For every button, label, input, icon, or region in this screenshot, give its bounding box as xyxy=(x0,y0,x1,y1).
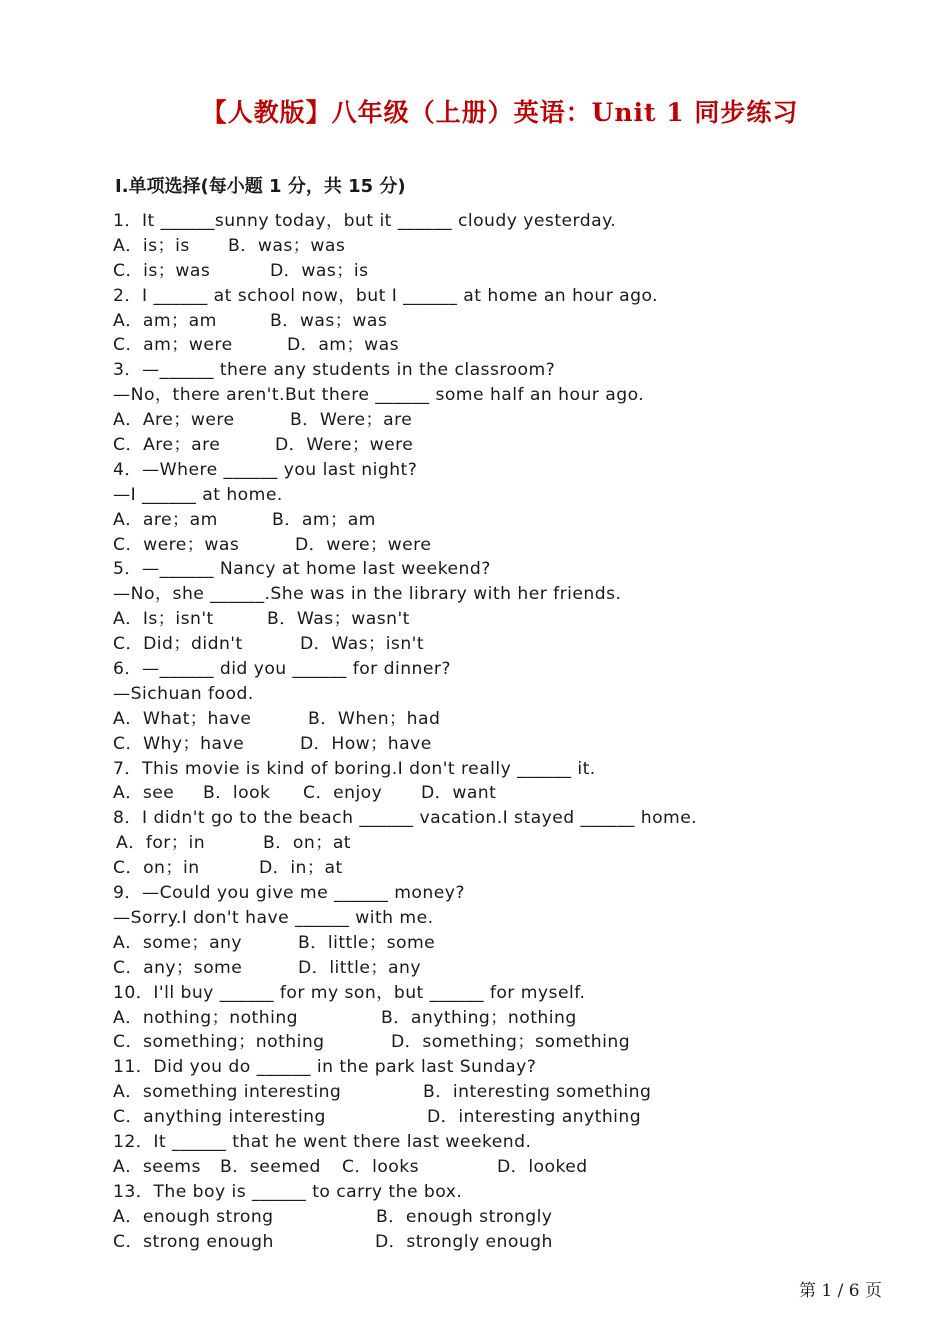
answer-option: B．seemed xyxy=(220,1156,321,1177)
answer-option: A．am；am xyxy=(113,310,217,331)
answer-option: B．little；some xyxy=(298,932,436,953)
answer-option: C．something；nothing xyxy=(113,1032,325,1053)
question-list xyxy=(113,209,913,1254)
question-line: —No，she ______.She was in the library with her friends. xyxy=(113,584,622,605)
option-row xyxy=(113,632,913,657)
answer-option: B．When；had xyxy=(308,708,441,729)
page-title: 【人教版】八年级（上册）英语：Unit 1 同步练习 xyxy=(201,98,799,127)
option-row xyxy=(113,856,913,881)
question-line: 5．—______ Nancy at home last weekend? xyxy=(113,559,491,580)
question-line: 3．—______ there any students in the classroom? xyxy=(113,360,556,381)
question-line: 11．Did you do ______ in the park last Sunday? xyxy=(113,1057,537,1078)
option-row xyxy=(113,408,913,433)
answer-option: B．anything；nothing xyxy=(381,1007,577,1028)
option-row xyxy=(113,732,913,757)
question-line: —I ______ at home. xyxy=(113,484,283,505)
answer-option: D．Were；were xyxy=(275,435,414,456)
answer-option: A．see xyxy=(113,783,175,804)
answer-option: C．Did；didn't xyxy=(113,634,243,655)
answer-option: D．am；was xyxy=(287,335,400,356)
question-line: 1．It ______sunny today，but it ______ cloudy yesterday. xyxy=(113,211,617,231)
answer-option: C．am；were xyxy=(113,335,233,356)
answer-option: C．anything interesting xyxy=(113,1107,326,1128)
answer-option: B．enough strongly xyxy=(376,1206,553,1227)
answer-option: D．little；any xyxy=(298,957,421,978)
question-line: 2．I ______ at school now，but I ______ at home an hour ago. xyxy=(113,285,659,306)
option-row xyxy=(113,533,913,558)
answer-option: C．is；was xyxy=(113,260,211,281)
question-line: 10．I'll buy ______ for my son，but ______ for myself. xyxy=(113,982,586,1003)
answer-option: D．in；at xyxy=(259,858,343,879)
answer-option: A．nothing；nothing xyxy=(113,1007,299,1028)
answer-option: D．looked xyxy=(497,1156,588,1177)
answer-option: C．were；was xyxy=(113,534,240,555)
answer-option: B．was；was xyxy=(270,310,388,331)
option-row xyxy=(113,508,913,533)
option-row xyxy=(113,259,913,284)
question-line: 8．I didn't go to the beach ______ vacation.I stayed ______ home. xyxy=(113,808,698,829)
option-row xyxy=(113,831,913,856)
answer-option: D．was；is xyxy=(270,260,369,281)
question-line: 13．The boy is ______ to carry the box. xyxy=(113,1181,463,1202)
option-row xyxy=(113,1230,913,1255)
answer-option: D．strongly enough xyxy=(375,1231,553,1252)
answer-option: B．was；was xyxy=(228,235,346,256)
answer-option: C．Are；are xyxy=(113,435,221,456)
option-row xyxy=(113,607,913,632)
answer-option: B．interesting something xyxy=(423,1082,652,1103)
answer-option: D．Was；isn't xyxy=(300,634,425,655)
answer-option: A．enough strong xyxy=(113,1206,274,1227)
option-row xyxy=(113,707,913,732)
answer-option: C．looks xyxy=(342,1156,420,1177)
question-line: 4．—Where ______ you last night? xyxy=(113,459,418,480)
answer-option: A．Is；isn't xyxy=(113,609,214,630)
question-line: —No，there aren't.But there ______ some half an hour ago. xyxy=(113,385,645,406)
section-heading: Ⅰ.单项选择(每小题 1 分，共 15 分) xyxy=(115,176,406,197)
answer-option: C．enjoy xyxy=(303,783,383,804)
answer-option: A．something interesting xyxy=(113,1082,342,1103)
answer-option: D．interesting anything xyxy=(427,1107,642,1128)
answer-option: C．any；some xyxy=(113,957,243,978)
answer-option: C．Why；have xyxy=(113,733,245,754)
option-row xyxy=(113,956,913,981)
option-row xyxy=(113,309,913,334)
answer-option: A．seems xyxy=(113,1156,201,1177)
option-row xyxy=(113,781,913,806)
answer-option: A．What；have xyxy=(113,708,252,729)
answer-option: D．were；were xyxy=(295,534,432,555)
answer-option: B．Was；wasn't xyxy=(267,609,410,630)
option-row xyxy=(113,1006,913,1031)
answer-option: D．something；something xyxy=(391,1032,631,1053)
option-row xyxy=(113,1155,913,1180)
answer-option: B．Were；are xyxy=(290,410,413,431)
option-row xyxy=(113,1080,913,1105)
answer-option: B．on；at xyxy=(263,833,351,854)
question-line: 6．—______ did you ______ for dinner? xyxy=(113,659,451,680)
answer-option: B．am；am xyxy=(272,509,376,530)
answer-option: D．want xyxy=(421,783,497,804)
answer-option: A．for；in xyxy=(116,833,206,854)
option-row xyxy=(113,1205,913,1230)
question-line: 12．It ______ that he went there last weekend. xyxy=(113,1131,532,1152)
option-row xyxy=(113,234,913,259)
answer-option: C．strong enough xyxy=(113,1231,274,1252)
option-row xyxy=(113,931,913,956)
answer-option: A．are；am xyxy=(113,509,218,530)
answer-option: A．is；is xyxy=(113,235,190,256)
answer-option: A．some；any xyxy=(113,932,243,953)
answer-option: D．How；have xyxy=(300,733,432,754)
page-number: 第 1 / 6 页 xyxy=(799,1281,882,1301)
question-line: 7．This movie is kind of boring.I don't really ______ it. xyxy=(113,758,596,779)
answer-option: B．look xyxy=(203,783,271,804)
option-row xyxy=(113,333,913,358)
question-line: —Sorry.I don't have ______ with me. xyxy=(113,907,434,928)
question-line: 9．—Could you give me ______ money? xyxy=(113,883,465,904)
option-row xyxy=(113,1030,913,1055)
option-row xyxy=(113,1105,913,1130)
answer-option: A．Are；were xyxy=(113,410,235,431)
question-line: —Sichuan food. xyxy=(113,683,254,704)
answer-option: C．on；in xyxy=(113,858,200,879)
option-row xyxy=(113,433,913,458)
